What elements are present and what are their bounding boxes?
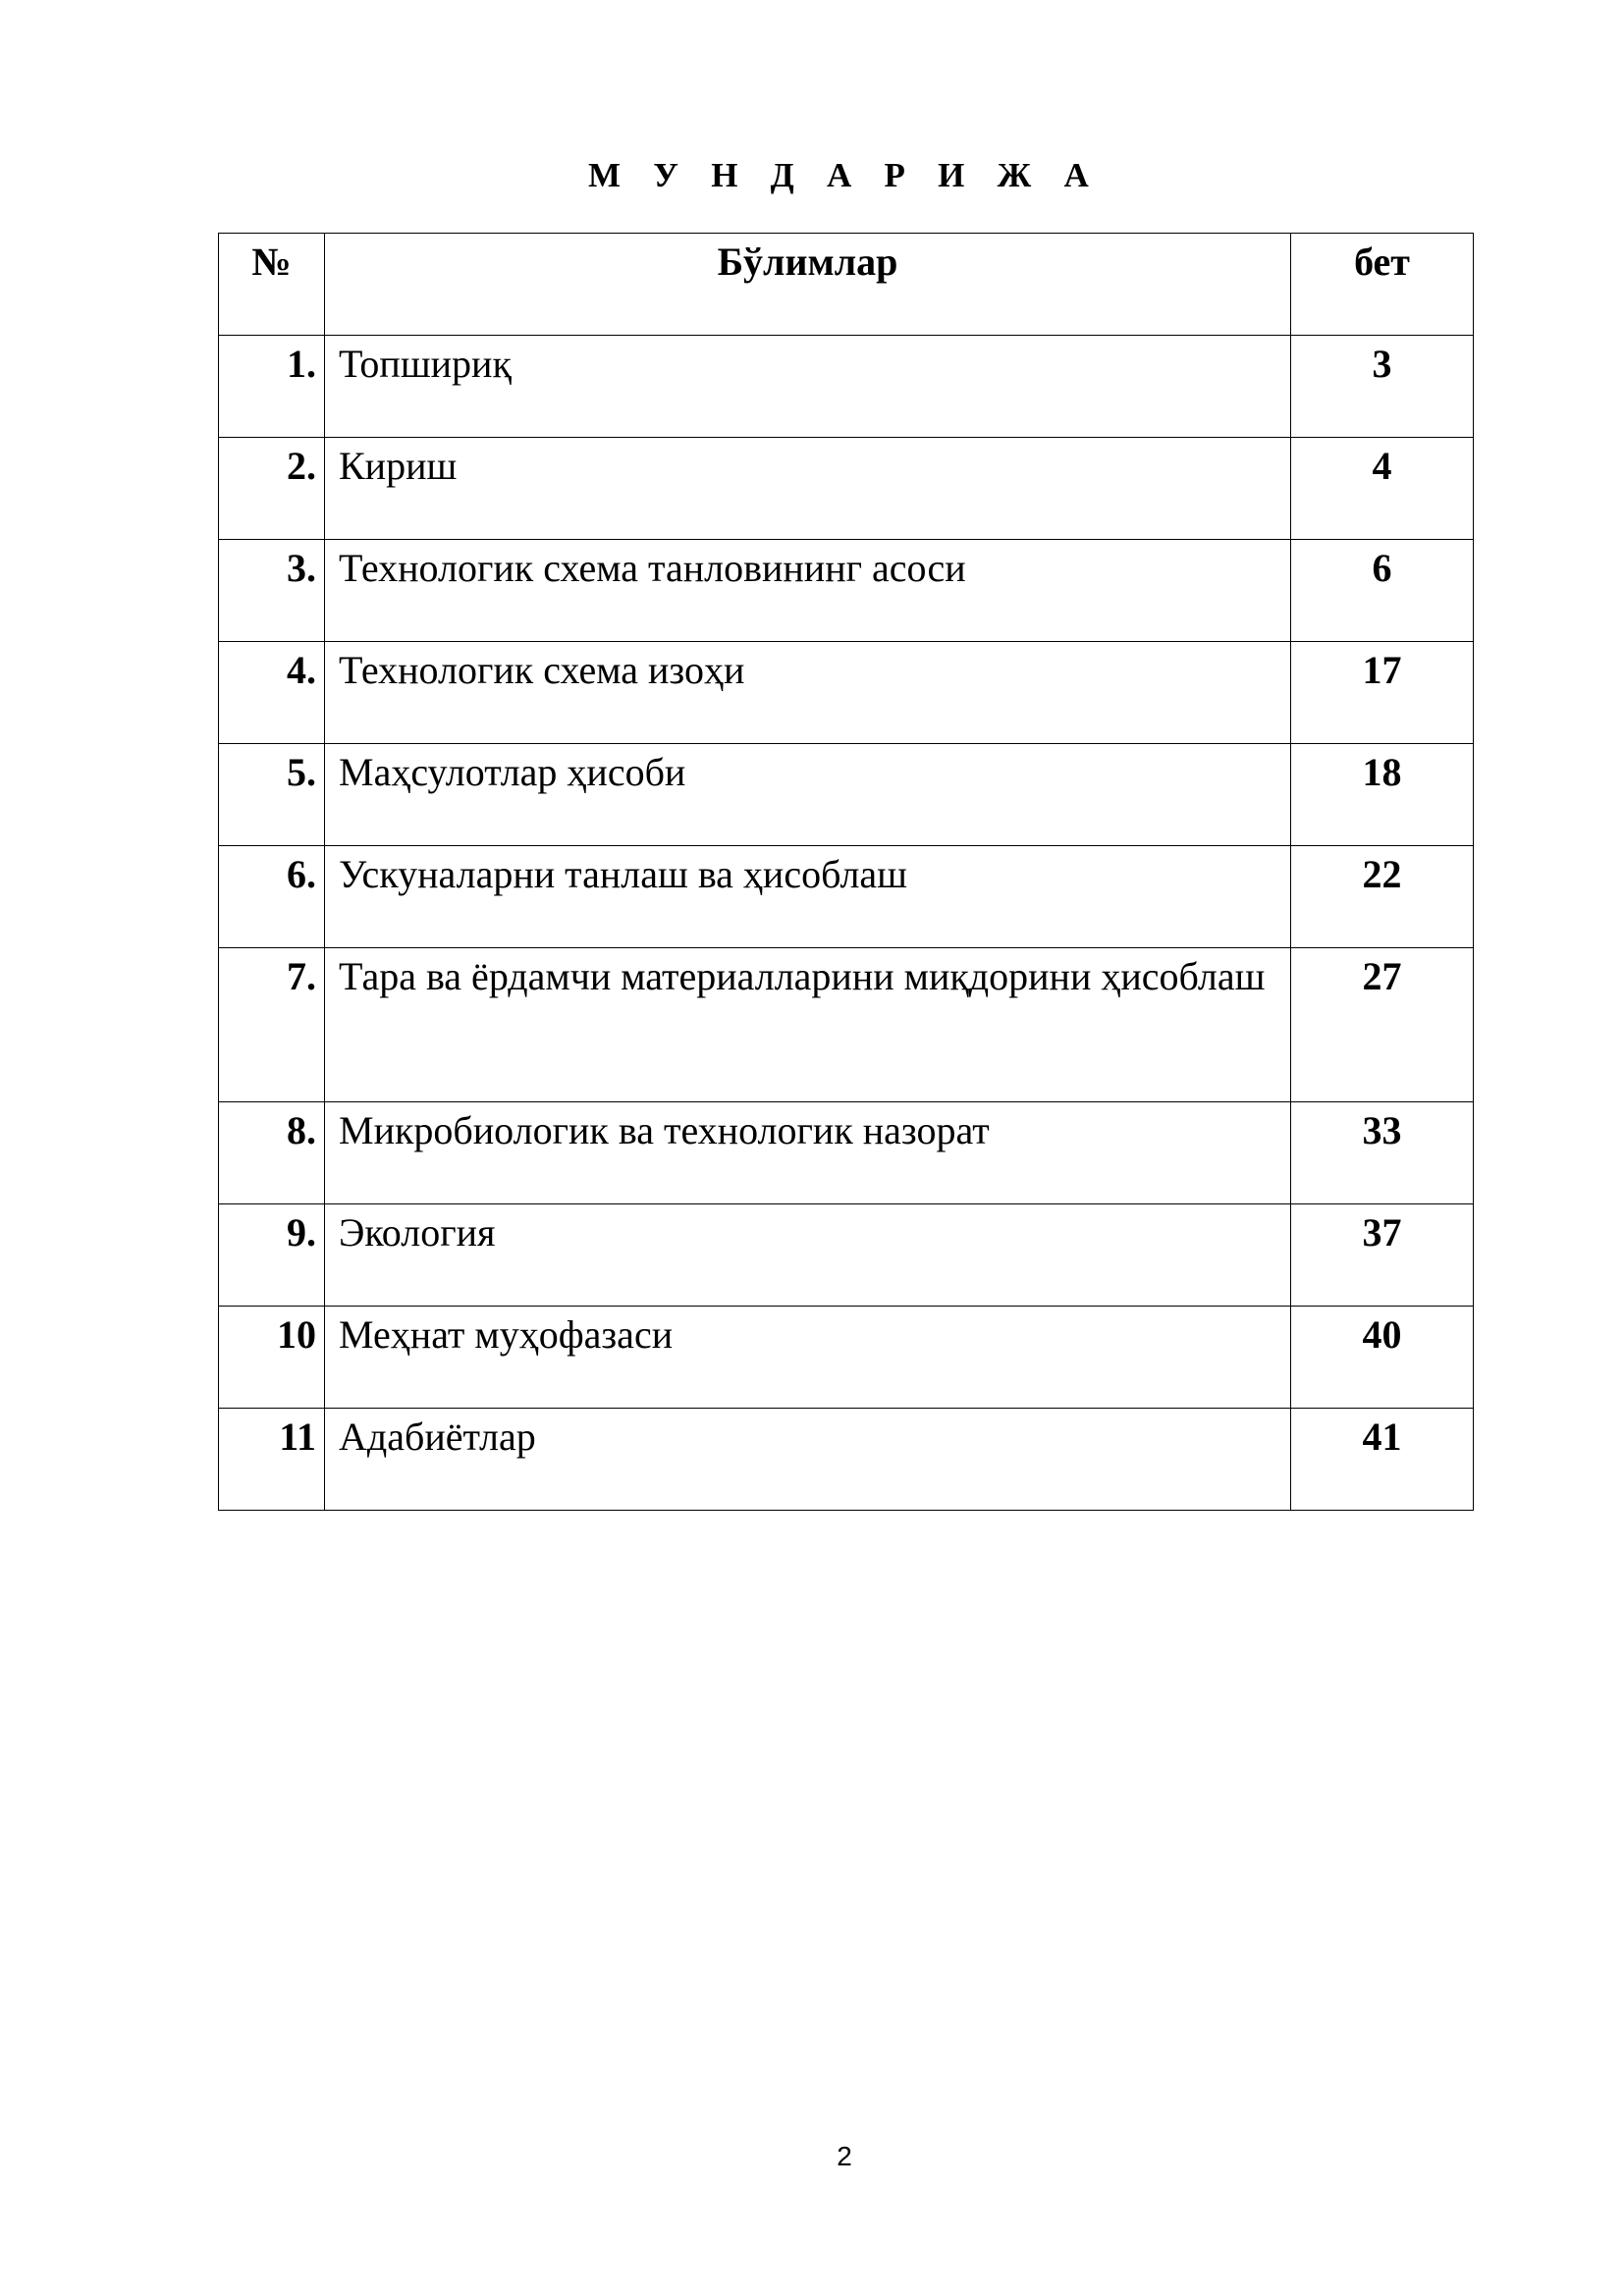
table-row xyxy=(219,1409,1474,1511)
page-title: М У Н Д А Р И Ж А xyxy=(587,156,1102,194)
row-page: 41 xyxy=(1291,1409,1474,1511)
row-number: 2. xyxy=(219,438,325,540)
row-title: Адабиётлар xyxy=(325,1409,1291,1511)
row-number: 5. xyxy=(219,744,325,846)
row-number: 8. xyxy=(219,1102,325,1204)
row-page: 6 xyxy=(1291,540,1474,642)
row-number: 11 xyxy=(219,1409,325,1511)
row-page: 4 xyxy=(1291,438,1474,540)
row-title: Микробиологик ва технологик назорат xyxy=(325,1102,1291,1204)
row-page: 33 xyxy=(1291,1102,1474,1204)
row-page: 3 xyxy=(1291,336,1474,438)
table-row xyxy=(219,1102,1474,1204)
row-page: 18 xyxy=(1291,744,1474,846)
row-title: Технологик схема изоҳи xyxy=(325,642,1291,744)
row-page: 37 xyxy=(1291,1204,1474,1307)
row-page: 22 xyxy=(1291,846,1474,948)
table-of-contents xyxy=(218,233,1474,1511)
table-row xyxy=(219,1204,1474,1307)
row-number: 3. xyxy=(219,540,325,642)
row-number: 7. xyxy=(219,948,325,1102)
table-row xyxy=(219,642,1474,744)
row-title: Кириш xyxy=(325,438,1291,540)
header-number: № xyxy=(219,234,325,336)
table-row xyxy=(219,540,1474,642)
row-title: Технологик схема танловининг асоси xyxy=(325,540,1291,642)
row-number: 6. xyxy=(219,846,325,948)
table-row xyxy=(219,1307,1474,1409)
header-page: бет xyxy=(1291,234,1474,336)
table-row xyxy=(219,846,1474,948)
page-number: 2 xyxy=(837,2141,852,2171)
row-number: 1. xyxy=(219,336,325,438)
row-number: 9. xyxy=(219,1204,325,1307)
row-title: Тара ва ёрдамчи материалларини миқдорини ҳисоблаш xyxy=(325,948,1291,1102)
row-title: Топшириқ xyxy=(325,336,1291,438)
header-sections: Бўлимлар xyxy=(325,234,1291,336)
row-number: 4. xyxy=(219,642,325,744)
row-title: Ускуналарни танлаш ва ҳисоблаш xyxy=(325,846,1291,948)
row-number: 10 xyxy=(219,1307,325,1409)
table-row xyxy=(219,336,1474,438)
table-header-row xyxy=(219,234,1474,336)
table-row xyxy=(219,948,1474,1102)
row-page: 40 xyxy=(1291,1307,1474,1409)
row-title: Меҳнат муҳофазаси xyxy=(325,1307,1291,1409)
row-page: 27 xyxy=(1291,948,1474,1102)
row-page: 17 xyxy=(1291,642,1474,744)
table-row xyxy=(219,744,1474,846)
row-title: Экология xyxy=(325,1204,1291,1307)
row-title: Маҳсулотлар ҳисоби xyxy=(325,744,1291,846)
table-row xyxy=(219,438,1474,540)
